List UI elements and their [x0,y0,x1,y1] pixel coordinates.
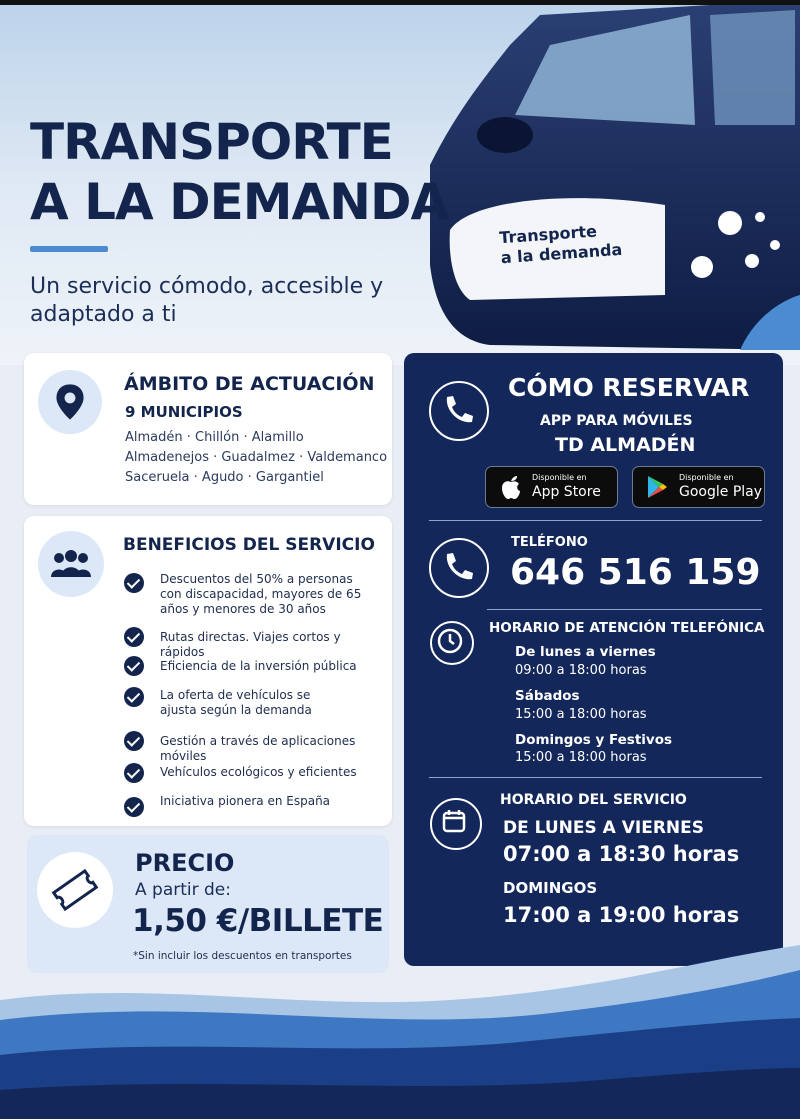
ambito-heading: ÁMBITO DE ACTUACIÓN [124,373,375,395]
benefit-item-6: Vehículos ecológicos y eficientes [160,765,357,779]
app-store-small: Disponible en [532,473,587,482]
title-line-2: A LA DEMANDA [30,173,449,231]
ambito-municipios-1: Almadén · Chillón · Alamillo [125,430,304,445]
app-store-label: App Store [532,484,601,500]
bottom-wave [0,940,800,1119]
benefit-item-2: Rutas directas. Viajes cortos y rápidos [160,630,341,659]
ticket-icon [50,868,100,912]
app-label: APP PARA MÓVILES [540,413,693,429]
ambito-municipios-3: Saceruela · Agudo · Gargantiel [125,470,324,485]
servicio-heading: HORARIO DEL SERVICIO [500,792,687,808]
benefit-item-1: Descuentos del 50% a personas con discapacidad, mayores de 65 años y menores de 30 años [160,572,362,616]
google-play-label: Google Play [679,484,763,500]
phone-icon [429,381,485,437]
location-circle [38,370,102,434]
subtitle: Un servicio cómodo, accesible y adaptado a ti [30,274,384,327]
atencion-hours-1: 09:00 a 18:00 horas [515,663,647,678]
check-icon [124,731,144,751]
check-icon [124,797,144,817]
precio-from: A partir de: [135,880,231,900]
atencion-day-3: Domingos y Festivos [515,732,673,748]
precio-value: 1,50 €/BILLETE [132,903,384,939]
people-circle [38,531,104,597]
title-line-1: TRANSPORTE [30,113,393,171]
van-logo-line2: a la demanda [500,239,623,268]
van-image [410,5,800,350]
servicio-day-2: DOMINGOS [503,879,598,897]
benefit-item-5: Gestión a través de aplicaciones móviles [160,734,356,763]
location-pin-icon [53,383,87,421]
check-icon [124,687,144,707]
clock-ring [430,621,474,665]
check-icon [124,573,144,593]
servicio-hours-1: 07:00 a 18:30 horas [503,842,740,866]
atencion-day-2: Sábados [515,688,580,704]
benefit-item-4: La oferta de vehículos se ajusta según la demanda [160,688,312,717]
check-icon [124,763,144,783]
title-underline [30,246,108,252]
google-play-button[interactable] [632,466,765,508]
van-logo-text [499,220,623,268]
calendar-ring [430,798,482,850]
atencion-hours-2: 15:00 a 18:00 horas [515,707,647,722]
divider-3 [429,777,762,778]
phone-ring-1 [429,381,489,441]
people-icon [49,549,93,579]
atencion-hours-3: 15:00 a 18:00 horas [515,750,647,765]
benefit-item-3: Eficiencia de la inversión pública [160,659,357,673]
reservar-heading: CÓMO RESERVAR [508,373,750,402]
app-name: TD ALMADÉN [555,434,696,456]
van-logo-line1: Transporte [498,221,598,248]
telefono-label: TELÉFONO [511,535,588,550]
ambito-municipios-2: Almadenejos · Guadalmez · Valdemanco [125,450,388,465]
apple-icon [499,474,523,500]
phone-icon [429,538,485,594]
ticket-circle [37,852,113,928]
google-play-icon [645,474,669,500]
check-icon [124,627,144,647]
page-title [30,112,448,232]
benefit-item-7: Iniciativa pionera en España [160,794,331,808]
calendar-icon [430,798,478,846]
beneficios-heading: BENEFICIOS DEL SERVICIO [123,535,375,555]
atencion-day-1: De lunes a viernes [515,644,656,660]
booking-panel [404,353,783,966]
divider-1 [429,520,762,521]
ambito-subheading: 9 MUNICIPIOS [125,403,243,421]
servicio-hours-2: 17:00 a 19:00 horas [503,903,740,927]
clock-icon [430,621,470,661]
atencion-heading: HORARIO DE ATENCIÓN TELEFÓNICA [489,620,765,636]
phone-ring-2 [429,538,489,598]
divider-2 [487,609,762,610]
servicio-day-1: DE LUNES A VIERNES [503,818,705,838]
check-icon [124,656,144,676]
precio-heading: PRECIO [135,849,235,877]
telefono-number[interactable]: 646 516 159 [510,552,761,593]
app-store-button[interactable] [485,466,618,508]
precio-note: *Sin incluir los descuentos en transportes [133,950,352,962]
google-play-small: Disponible en [679,473,734,482]
